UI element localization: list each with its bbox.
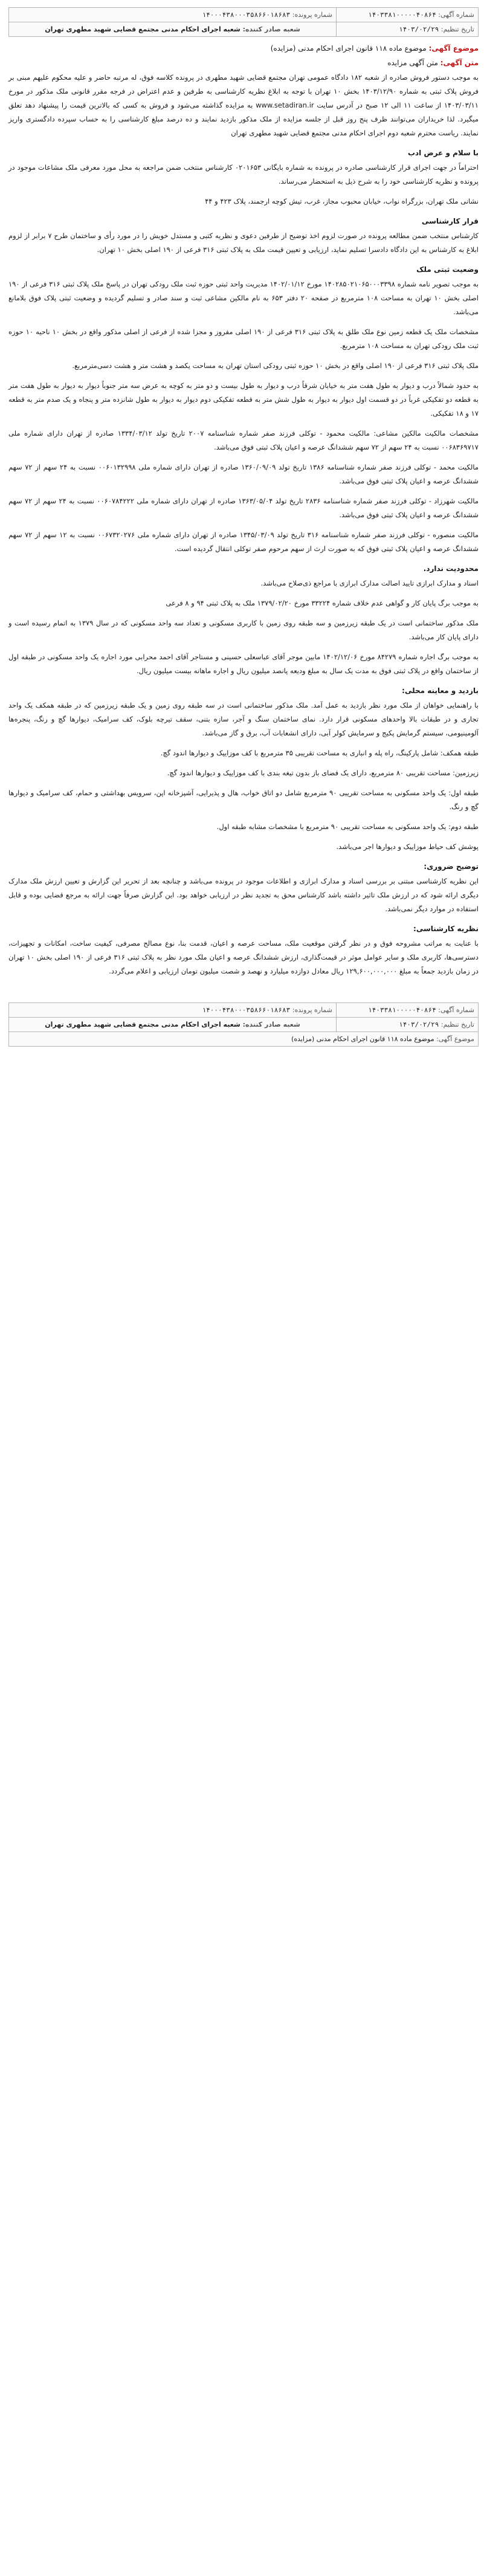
footer-subject-value: موضوع ماده ۱۱۸ قانون اجرای احکام مدنی (مزایده) <box>291 1035 434 1043</box>
inspection-title: بازدید و معاینه محلی: <box>402 686 479 695</box>
footer-notice-number-cell <box>337 1003 479 1018</box>
footer-office-value: شعبه اجرای احکام مدنی مجتمع قضایی شهید مطهری تهران <box>45 1021 240 1028</box>
body-label-value: متن آگهی مزایده <box>387 59 438 67</box>
lease-paragraph: به موجب برگ اجاره شماره ۸۴۲۷۹ مورخ ۱۴۰۲/۱۲/۰۶ مابین موجر آقای عباسعلی حسینی و مستاجر آقای احمد محرابی مورد اجاره یک واحد مسکونی در طبقه اول از ساختمان واقع در پلاک ثبتی فوق به مدت یک سال به مبلغ ودیعه پانصد میلیون ریال و اجاره ماهانه بیست میلیون ریال. <box>8 653 479 675</box>
footer-case-number-label: شماره پرونده: <box>292 1006 333 1014</box>
date-cell <box>337 22 479 37</box>
office-value: شعبه اجرای احکام مدنی مجتمع قضایی شهید مطهری تهران <box>45 25 240 33</box>
decision-title: قرار کارشناسی <box>421 217 479 225</box>
date-value: ۱۴۰۳/۰۲/۲۹ <box>399 25 439 33</box>
notes-paragraph: این نظریه کارشناسی مبتنی بر بررسی اسناد و مدارک ابرازی و اطلاعات موجود در پرونده می‌باشد و چنانچه بعد از تحریر این گزارش و تعیین ارزش ملک مدارک دیگری ارائه شود که در ارزش ملک تاثیر داشته باشد کارشناس محق به تجدید نظر در ارزیابی خواهد بود. این گزارش صرفاً جهت ارائه به مرجع قضایی بوده و قابل استفاده در موارد دیگر نمی‌باشد. <box>8 877 479 913</box>
footer-case-number-value: ۱۴۰۰۰۴۳۸۰۰۰۳۵۸۶۶۰۱۸۶۸۳ <box>202 1006 291 1014</box>
ownership-title: وضعیت ثبتی ملک <box>416 265 479 274</box>
document-paragraph: به موجب برگ پایان کار و گواهی عدم خلاف شماره ۳۳۲۲۴ مورخ ۱۳۷۹/۰۲/۲۰ ملک به پلاک ثبتی ۹۴ و ۸ فرعی <box>166 599 479 607</box>
office-cell <box>9 22 337 37</box>
case-number-cell <box>9 8 337 22</box>
ownership-paragraph: به موجب تصویر نامه شماره ۱۴۰۲۸۵۰۲۱۰۶۵۰۰۰۳۳۹۸ مورخ ۱۴۰۲/۰۱/۱۲ مدیریت واحد ثبتی حوزه ثبت ملک رودکی تهران در پاسخ ملک پلاک ثبتی ۳۱۶ فرعی از ۱۹۰ اصلی بخش ۱۰ تهران به مساحت ۱۰۸ مترمربع در صفحه ۲۰ دفتر ۶۵۳ به نام مالکین مشاعی ثبت و سند صادر و تسلیم گردیده و وضعیت ثبتی پلاک فوق بلامانع می‌باشد. <box>8 280 479 316</box>
opinion-paragraph: با عنایت به مراتب مشروحه فوق و در نظر گرفتن موقعیت ملک، مساحت عرصه و اعیان، قدمت بنا، نوع مصالح مصرفی، کیفیت ساخت، امکانات و تجهیزات، دسترسی‌ها، کاربری ملک و سایر عوامل موثر در قیمت‌گذاری، ارزش ششدانگ عرصه و اعیان ملک مورد نظر به پلاک ثبتی ۳۱۶ فرعی از ۱۹۰ اصلی بخش ۱۰ تهران در زمان بازدید جمعاً به مبلغ ۱۲۹,۶۰۰,۰۰۰,۰۰۰ ریال معادل دوازده میلیارد و نهصد و شصت میلیون تومان ارزیابی و اعلام می‌گردد. <box>8 939 479 975</box>
borders-paragraph: به حدود شمالاً درب و دیوار به طول هفت متر به خیابان شرقاً درب و دیوار به طول بیست و دو متر به کوچه به عرض سه متر جنوباً دیوار به دیوار به طول هفت متر به قطعه دو تفکیکی غرباً در دو قسمت اول دیوار به دیوار به طول شش متر به قطعه تفکیکی دوم دیوار به دیوار به طول شانزده متر و پنجاه و یک صدم متر به قطعه ۱۷ و ۱۸ تفکیکی. <box>8 381 479 418</box>
notes-title: توضیح ضروری: <box>424 862 479 871</box>
inspection-paragraph: با راهنمایی خواهان از ملک مورد نظر بازدید به عمل آمد. ملک مذکور ساختمانی است در سه طبقه روی زمین و یک طبقه زیرزمین که در طبقه همکف یک واحد تجاری و در طبقات بالا واحدهای مسکونی قرار دارد. نمای ساختمان سنگ و آجر، سازه بتنی، سقف تیرچه بلوک، کف سرامیک، دیوارها گچ و رنگ، پنجره‌ها آلومینیومی، سیستم گرمایش پکیج و سرمایش کولر آبی، دارای انشعابات آب، برق و گاز می‌باشد. <box>8 701 479 737</box>
footer-date-label: تاریخ تنظیم: <box>440 1021 474 1028</box>
notice-footer-table <box>8 1002 479 1047</box>
office-label: شعبه صادر کننده: <box>242 25 300 33</box>
greeting: با سلام و عرض ادب <box>407 149 479 157</box>
intro-paragraph: به موجب دستور فروش صادره از شعبه ۱۸۲ دادگاه عمومی تهران مجتمع قضایی شهید مطهری در پرونده کلاسه فوق، له مرتبه حاضر و علیه محکوم علیهم مبنی بر فروش پلاک ثبتی به شماره ۱۴۰۳/۱۲/۹۰ بخش ۱۰ تهران با توجه به ابلاغ نظریه کارشناسی به طرفین و عدم اعتراض در فرجه مقرر قانونی ملک مذکور در مورخ ۱۴۰۳/۰۳/۱۱ از ساعت ۱۱ الی ۱۲ صبح در آدرس سایت www.setadiran.ir به مزایده گذاشته می‌شود و فروش به کسی که بالاترین قیمت را پیشنهاد دهد تعلق میگیرد. لذا خریداران می‌توانند ظرف پنج روز قبل از جلسه مزایده از ملک مذکور بازدید نمایند و ده درصد مبلغ کارشناسی را به حساب سپرده دادگستری واریز نمایند. ریاست محترم شعبه دوم اجرای احکام مدنی مجتمع قضایی شهید مطهری تهران <box>8 73 479 137</box>
notice-page <box>0 0 487 1068</box>
case-number-value: ۱۴۰۰۰۴۳۸۰۰۰۳۵۸۶۶۰۱۸۶۸۳ <box>202 11 291 19</box>
notice-number-value: ۱۴۰۳۳۸۱۰۰۰۰۰۴۰۸۶۴ <box>368 11 436 19</box>
footer-date-value: ۱۴۰۳/۰۲/۲۹ <box>399 1021 439 1028</box>
owner-4-paragraph: مالکیت منصوره - توکلی فرزند صفر شماره شناسنامه ۳۱۶ تاریخ تولد ۱۳۴۵/۰۳/۰۹ صادره از تهران دارای شماره ملی ۰۰۶۷۳۲۰۲۷۶ نسبت به ۱۲ سهم از ۷۲ سهم ششدانگ عرصه و اعیان پلاک ثبتی فوق که به صورت ارث از سهم مرحوم صفر توکلی انتقال گردیده است. <box>8 531 479 553</box>
specs-paragraph-1: مشخصات ملک یک قطعه زمین نوع ملک طلق به پلاک ثبتی ۳۱۶ فرعی از ۱۹۰ اصلی مفروز و مجزا شده از فرعی از اصلی مذکور واقع در بخش ۱۰ ناحیه ۱۰ حوزه ثبت ملک رودکی تهران به مساحت ۱۰۸ مترمربع. <box>8 328 479 350</box>
footer-notice-number-label: شماره آگهی: <box>438 1006 474 1014</box>
notice-body-label <box>8 59 479 67</box>
specs-paragraph-2: ملک پلاک ثبتی ۳۱۶ فرعی از ۱۹۰ اصلی واقع در بخش ۱۰ حوزه ثبتی رودکی استان تهران به مساحت یکصد و هشت متر و هشت دسی‌مترمربع. <box>72 361 479 370</box>
notice-number-label: شماره آگهی: <box>438 11 474 19</box>
building-paragraph: ملک مذکور ساختمانی است در یک طبقه زیرزمین و سه طبقه روی زمین با کاربری مسکونی و تعداد سه واحد مسکونی که در سال ۱۳۷۹ به اتمام رسیده است و دارای پایان کار می‌باشد. <box>8 619 479 641</box>
footer-office-label: شعبه صادر کننده: <box>242 1021 300 1028</box>
decision-paragraph: کارشناس منتخب ضمن مطالعه پرونده در صورت لزوم اخذ توضیح از طرفین دعوی و نظریه کتبی و مستدل خویش را در مورد رأی و ساختمان طرح ۷ برابر از لزوم ابلاغ به کارشناس به این دادگاه دادسرا تسلیم نماید، ارزیابی و تعیین قیمت ملک به پلاک ثبتی ۳۱۶ فرعی از ۱۹۰ اصلی بخش ۱۰ تهران. <box>8 231 479 254</box>
subject-value: موضوع ماده ۱۱۸ قانون اجرای احکام مدنی (مزایده) <box>270 44 427 53</box>
footer-case-number-cell <box>9 1003 337 1018</box>
notice-subject <box>8 44 479 53</box>
footer-notice-number-value: ۱۴۰۳۳۸۱۰۰۰۰۰۴۰۸۶۴ <box>368 1006 436 1014</box>
footer-subject-label: موضوع آگهی: <box>436 1035 474 1043</box>
footer-office-cell <box>9 1018 337 1032</box>
owners-paragraph: مشخصات مالکیت مالکین مشاعی: مالکیت محمود - توکلی فرزند صفر شماره شناسنامه ۲۰۰۷ تاریخ تولد ۱۳۳۴/۰۳/۱۲ صادره از تهران دارای شماره ملی ۰۰۶۸۳۶۹۷۱۷ نسبت به ۲۴ سهم از ۷۲ سهم ششدانگ عرصه و اعیان پلاک ثبتی فوق می‌باشد. <box>8 429 479 451</box>
basement-paragraph: زیرزمین: مساحت تقریبی ۸۰ مترمربع، دارای یک فضای باز بدون تیغه بندی با کف موزاییک و دیوارها اندود گچ. <box>167 769 479 777</box>
owner-3-paragraph: مالکیت شهرزاد - توکلی فرزند صفر شماره شناسنامه ۲۸۳۶ تاریخ تولد ۱۳۶۳/۰۵/۰۴ صادره از تهران دارای شماره ملی ۰۰۶۰۷۸۴۲۲۲ نسبت به ۲۴ سهم از ۷۲ سهم ششدانگ عرصه و اعیان پلاک ثبتی فوق می‌باشد. <box>8 497 479 519</box>
footer-date-cell <box>337 1018 479 1032</box>
address-paragraph: نشانی ملک تهران، بزرگراه نواب، خیابان محبوب مجاز، غرب، تیش کوچه ارجمند، پلاک ۴۲۳ و ۴۴ <box>205 197 479 205</box>
notice-header-table <box>8 7 479 37</box>
opinion-title: نظریه کارشناسی: <box>413 925 479 933</box>
respectful-paragraph: احتراماً در جهت اجرای قرار کارشناسی صادره در پرونده به شماره بایگانی ۰۲۰۱۶۵۳ کارشناس منتخب ضمن مراجعه به محل مورد معرفی ملک مشاعات موجود در پرونده و نظریه کارشناسی خود را به شرح ذیل به استحضار می‌رساند. <box>8 163 479 186</box>
ground-floor-paragraph: طبقه همکف: شامل پارکینگ، راه پله و انباری به مساحت تقریبی ۳۵ مترمربع با کف موزاییک و دیوارها اندود گچ. <box>160 749 479 757</box>
roof-paragraph: پوشش کف حیاط موزاییک و دیوارها اجر می‌باشد. <box>336 842 479 851</box>
limitations-paragraph: اسناد و مدارک ابرازی تایید اصالت مدارک ابرازی با مراجع ذی‌صلاح می‌باشد. <box>260 579 479 587</box>
subject-label: موضوع آگهی: <box>428 44 479 53</box>
case-number-label: شماره پرونده: <box>292 11 333 19</box>
footer-subject-cell <box>9 1032 479 1047</box>
first-floor-paragraph: طبقه اول: یک واحد مسکونی به مساحت تقریبی ۹۰ مترمربع شامل دو اتاق خواب، هال و پذیرایی، آشپزخانه اپن، سرویس بهداشتی و حمام، کف سرامیک و دیوارها گچ و رنگ. <box>8 789 479 811</box>
body-label: متن آگهی: <box>440 59 479 67</box>
date-label: تاریخ تنظیم: <box>440 25 474 33</box>
limitations-title: محدودیت ندارد. <box>423 564 479 573</box>
notice-number-cell <box>337 8 479 22</box>
second-floor-paragraph: طبقه دوم: یک واحد مسکونی به مساحت تقریبی ۹۰ مترمربع با مشخصات مشابه طبقه اول. <box>216 822 479 831</box>
owner-2-paragraph: مالکیت محمد - توکلی فرزند صفر شماره شناسنامه ۱۳۸۶ تاریخ تولد ۱۳۶۰/۰۹/۰۹ صادره از تهران دارای شماره ملی ۰۰۶۰۱۳۲۹۹۸ نسبت به ۲۴ سهم از ۷۲ سهم ششدانگ عرصه و اعیان پلاک ثبتی فوق می‌باشد. <box>8 463 479 485</box>
